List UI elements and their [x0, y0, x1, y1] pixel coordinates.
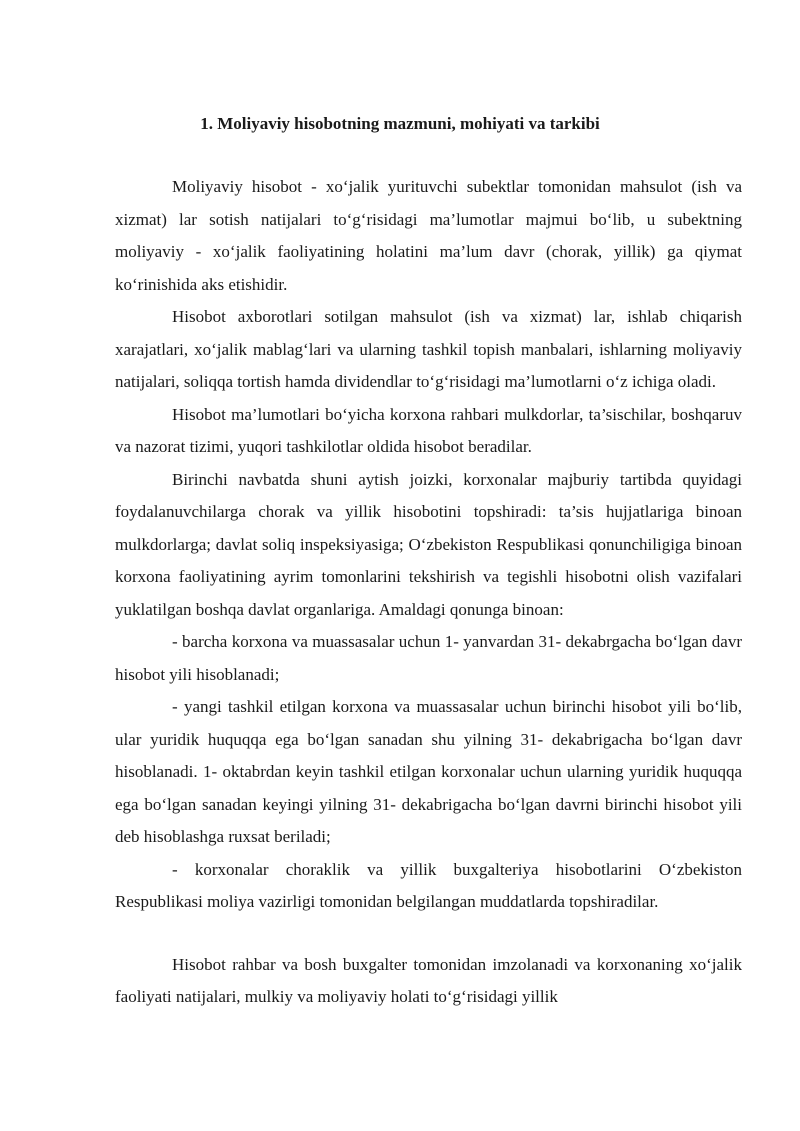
paragraph-submission-deadlines: - korxonalar choraklik va yillik buxgalteriya hisobotlarini O‘zbekiston Respublikasi moliya vazirligi tomonidan belgilangan muddatlarda topshiradilar. — [115, 859, 742, 911]
paragraph-report-contents: Hisobot axborotlari sotilgan mahsulot (ish va xizmat) lar, ishlab chiqarish xarajatlari, xo‘jalik mablag‘lari va ularning tashkil topish manbalari, ishlarning moliyaviy natijalari, soliqqa tortish hamda dividendlar to‘g‘risidagi ma’lumotlarni o‘z ichiga oladi. — [115, 307, 742, 391]
paragraph-new-enterprises: - yangi tashkil etilgan korxona va muassasalar uchun birinchi hisobot yili bo‘lib, ular yuridik huquqqa ega bo‘lgan sanadan shu yilning 31- dekabrigacha bo‘lgan davr hisoblanadi. 1- oktabrdan keyin tashkil etilgan korxonalar uchun ularning yuridik huquqqa ega bo‘lgan sanadan keyingi yilning 31- dekabrigacha bo‘lgan davrni birinchi hisobot yili deb hisoblashga ruxsat beriladi; — [115, 697, 742, 846]
section-title: 1. Moliyaviy hisobotning mazmuni, mohiyati va tarkibi — [200, 114, 600, 133]
paragraph-reporting-year: - barcha korxona va muassasalar uchun 1- yanvardan 31- dekabrgacha bo‘lgan davr hisobot yili hisoblanadi; — [115, 632, 742, 684]
paragraph-reporting-duty: Hisobot ma’lumotlari bo‘yicha korxona rahbari mulkdorlar, ta’sischilar, boshqaruv va nazorat tizimi, yuqori tashkilotlar oldida hisobot beradilar. — [115, 404, 742, 456]
document-body — [115, 171, 742, 1014]
paragraph-report-recipients: Birinchi navbatda shuni aytish joizki, korxonalar majburiy tartibda quyidagi foydalanuvchilarga chorak va yillik hisobotini topshiradi: ta’sis hujjatlariga binoan mulkdorlarga; davlat soliq inspeksiyasiga; O‘zbekiston Respublikasi qonunchiligiga binoan korxona faoliyatining ayrim tomonlarini tekshirish va tegishli hisobotni olish vazifalari yuklatilgan boshqa davlat organlariga. Amaldagi qonunga binoan: — [115, 469, 742, 619]
paragraph-definition: Moliyaviy hisobot - xo‘jalik yurituvchi subektlar tomonidan mahsulot (ish va xizmat) lar sotish natijalari to‘g‘risidagi ma’lumotlar majmui bo‘lib, u subektning moliyaviy - xo‘jalik faoliyatining holatini ma’lum davr (chorak, yillik) ga qiymat ko‘rinishida aks etishidir. — [115, 177, 742, 294]
paragraph-signing: Hisobot rahbar va bosh buxgalter tomonidan imzolanadi va korxonaning xo‘jalik faoliyati natijalari, mulkiy va moliyaviy holati to‘g‘risidagi yillik — [115, 954, 742, 1006]
